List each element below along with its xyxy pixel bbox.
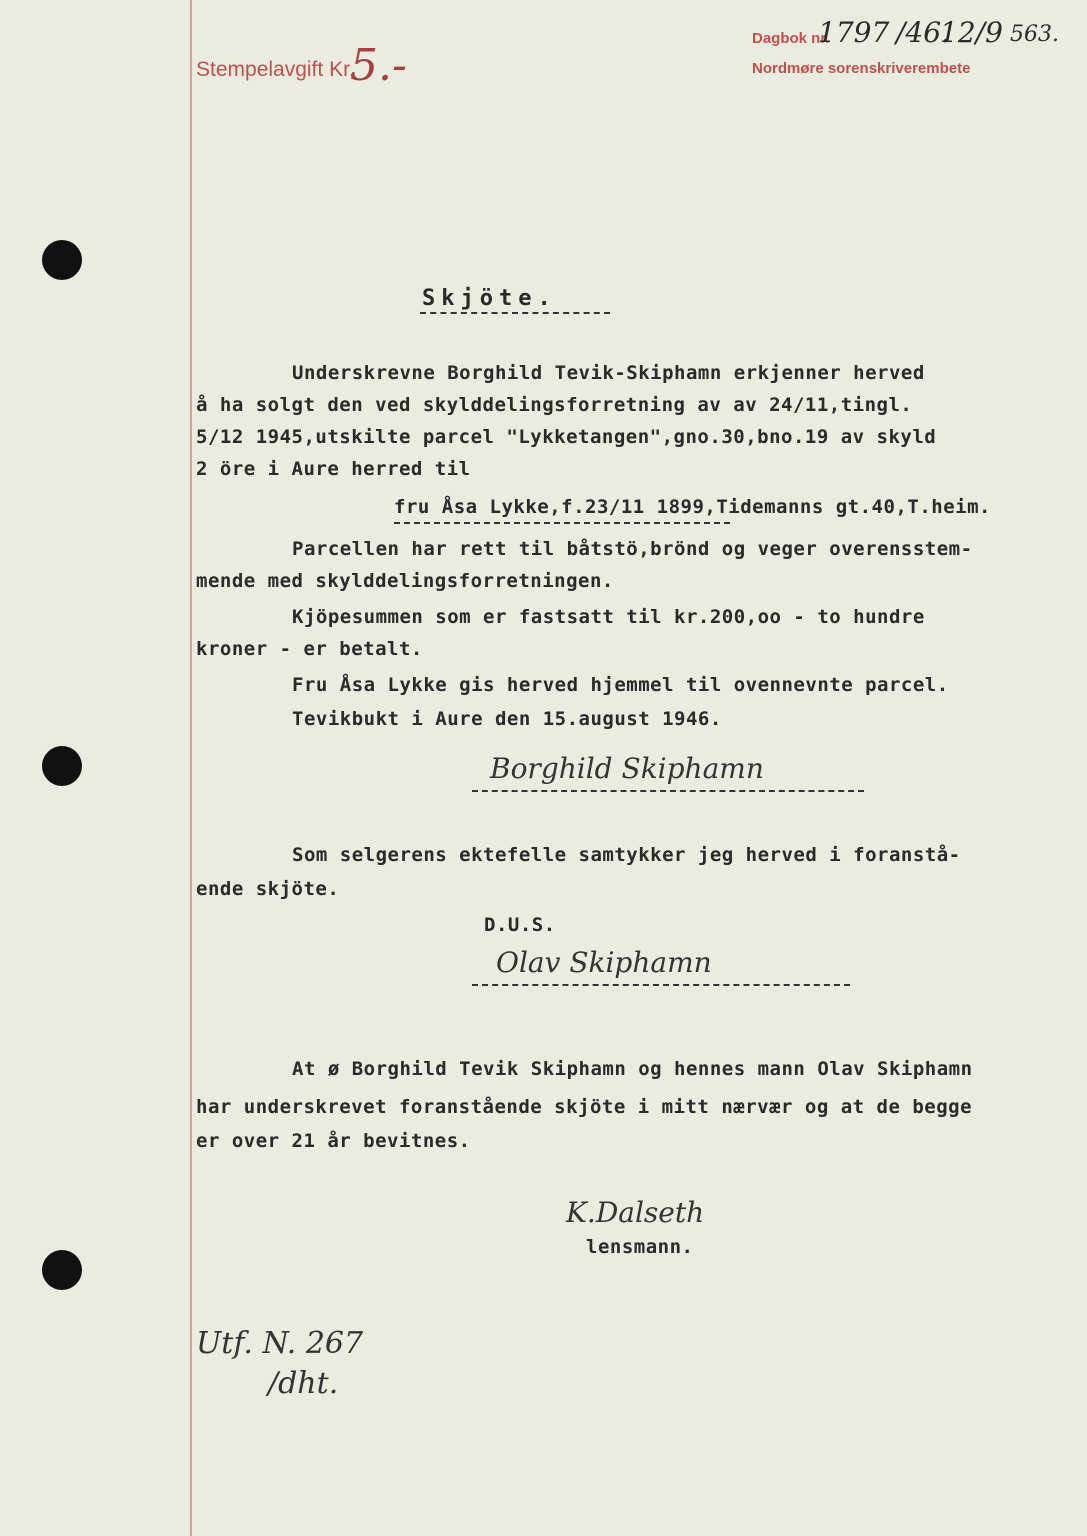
witness-line: er over 21 år bevitnes. xyxy=(196,1130,471,1152)
margin-note: Utf. N. 267 xyxy=(196,1326,364,1361)
punch-hole xyxy=(42,1250,82,1290)
journal-year: /46. xyxy=(896,16,950,49)
margin-rule xyxy=(190,0,192,1536)
text-line: Underskrevne Borghild Tevik-Skiphamn erkjenner herved xyxy=(292,362,925,384)
consent-line: Som selgerens ektefelle samtykker jeg herved i foranstå- xyxy=(292,844,961,866)
margin-note-initials: /dht. xyxy=(268,1366,339,1401)
punch-hole xyxy=(42,240,82,280)
officer-title: lensmann. xyxy=(586,1236,694,1258)
journal-stamp: Dagbok nr. xyxy=(752,30,830,47)
text-line: 5/12 1945,utskilte parcel "Lykketangen",gno.30,bno.19 av skyld xyxy=(196,426,937,448)
document-title: Skjöte. xyxy=(422,286,557,311)
consent-line: ende skjöte. xyxy=(196,878,340,900)
date-line: Tevikbukt i Aure den 15.august 1946. xyxy=(292,708,722,730)
text-line: kroner - er betalt. xyxy=(196,638,423,660)
seller-signature: Borghild Skiphamn xyxy=(490,752,764,785)
punch-hole xyxy=(42,746,82,786)
text-line: Kjöpesummen som er fastsatt til kr.200,oo - to hundre xyxy=(292,606,925,628)
text-line: å ha solgt den ved skylddelingsforretning av av 24/11,tingl. xyxy=(196,394,913,416)
stamp-duty-value: 5.- xyxy=(350,40,407,91)
seller-signature-line xyxy=(472,790,864,792)
buyer-line: fru Åsa Lykke,f.23/11 1899,Tidemanns gt.40,T.heim. xyxy=(394,496,991,518)
office-stamp: Nordmøre sorenskriverembete xyxy=(752,60,971,77)
dus-text: D.U.S. xyxy=(484,914,556,936)
journal-number: 1797 xyxy=(818,16,890,49)
buyer-underline xyxy=(394,522,730,524)
text-line: Parcellen har rett til båtstö,brönd og veger overensstem- xyxy=(292,538,973,560)
spouse-signature-line xyxy=(472,984,850,986)
witness-line: har underskrevet foranstående skjöte i mitt nærvær og at de begge xyxy=(196,1096,973,1118)
stamp-duty-label: Stempelavgift Kr. xyxy=(196,58,355,81)
journal-date: 12/9 xyxy=(940,16,1003,49)
text-line: Fru Åsa Lykke gis herved hjemmel til ovennevnte parcel. xyxy=(292,674,949,696)
witness-line: At ø Borghild Tevik Skiphamn og hennes mann Olav Skiphamn xyxy=(292,1058,973,1080)
text-line: mende med skylddelingsforretningen. xyxy=(196,570,614,592)
title-underline xyxy=(420,312,610,314)
page-number: 563. xyxy=(1010,22,1059,47)
officer-signature: K.Dalseth xyxy=(566,1196,705,1229)
text-line: 2 öre i Aure herred til xyxy=(196,458,471,480)
spouse-signature: Olav Skiphamn xyxy=(496,946,712,979)
